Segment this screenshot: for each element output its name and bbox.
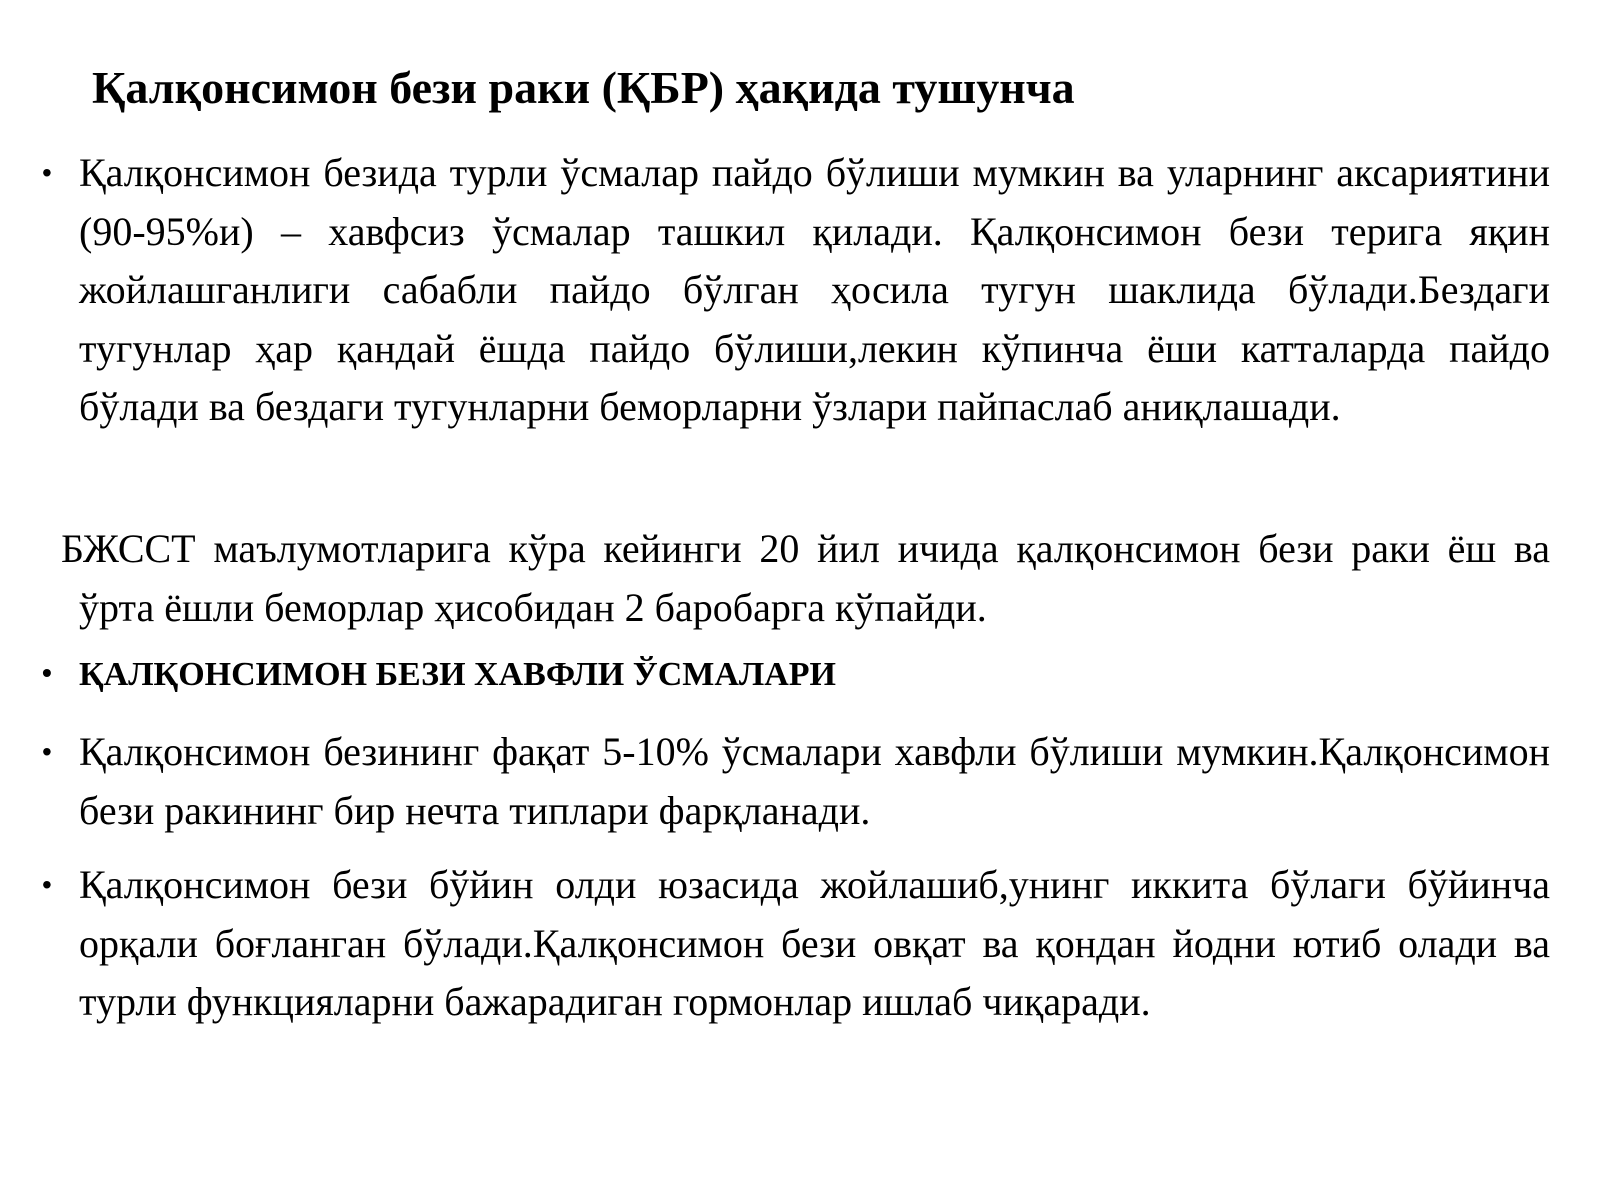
paragraph-who-statistics bbox=[61, 520, 1550, 637]
heading-text: ҚАЛҚОНСИМОН БЕЗИ ХАВФЛИ ЎСМАЛАРИ bbox=[79, 656, 836, 693]
bullet-icon: • bbox=[42, 157, 52, 188]
paragraph-gland-anatomy bbox=[42, 856, 1550, 1032]
bullet-icon: • bbox=[42, 736, 52, 767]
paragraph-text: Қалқонсимон бези бўйин олди юзасида жойлашиб,унинг иккита бўлаги бўйинча орқали боғланган бўлади.Қалқонсимон бези овқат ва қондан йодни ютиб олади ва турли функцияларни бажарадиган гормонлар ишлаб чиқаради. bbox=[79, 862, 1550, 1025]
paragraph-text: БЖССТ маълумотларига кўра кейинги 20 йил ичида қалқонсимон бези раки ёш ва ўрта ёшли беморлар ҳисобидан 2 баробарга кўпайди. bbox=[61, 526, 1550, 630]
section-heading-malignant-tumors bbox=[42, 646, 1550, 704]
bullet-icon: • bbox=[42, 657, 52, 688]
paragraph-text: Қалқонсимон безининг фақат 5-10% ўсмалари хавфли бўлиши мумкин.Қалқонсимон бези ракининг бир нечта типлари фарқланади. bbox=[79, 729, 1550, 833]
slide-title: Қалқонсимон бези раки (ҚБР) ҳақида тушунча bbox=[92, 62, 1075, 113]
paragraph-text: Қалқонсимон безида турли ўсмалар пайдо бўлиши мумкин ва уларнинг аксариятини (90-95%и) – хавфсиз ўсмалар ташкил қилади. Қалқонсимон бези терига яқин жойлашганлиги сабабли пайдо бўлган ҳосила тугун шаклида бўлади.Бездаги тугунлар ҳар қандай ёшда пайдо бўлиши,лекин кўпинча ёши катталарда пайдо бўлади ва бездаги тугунларни беморларни ўзлари пайпаслаб аниқлашади. bbox=[79, 150, 1550, 430]
paragraph-tumor-overview bbox=[42, 144, 1550, 437]
paragraph-malignancy-rate bbox=[42, 723, 1550, 840]
bullet-icon: • bbox=[42, 869, 52, 900]
